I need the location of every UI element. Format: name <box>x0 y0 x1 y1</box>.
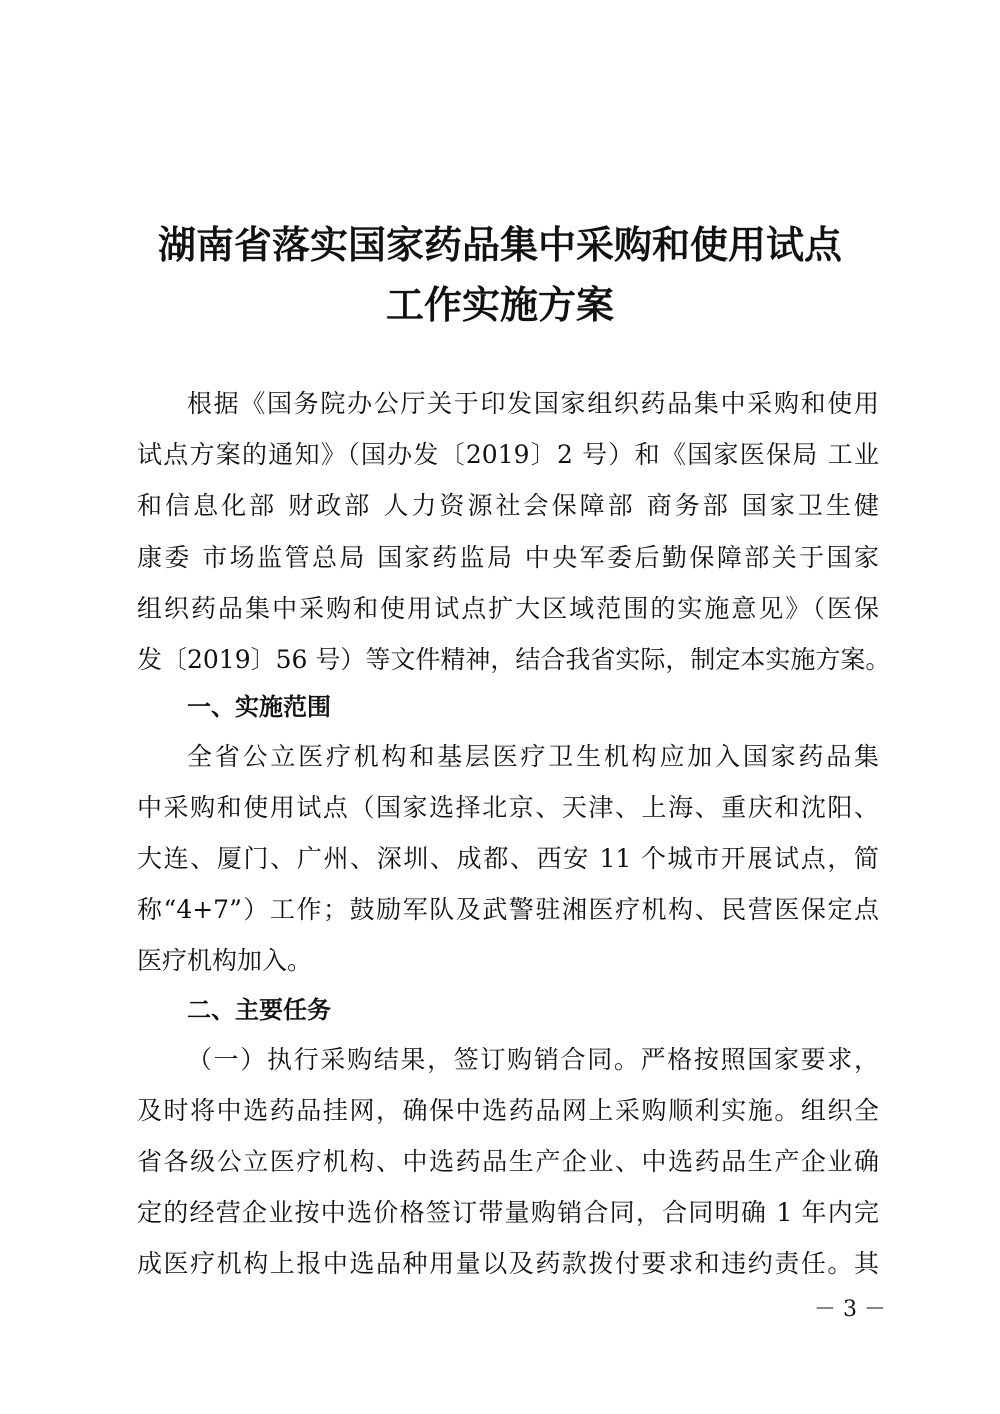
section1-line-4: 称“4+7”）工作；鼓励军队及武警驻湘医疗机构、民营医保定点 <box>137 895 879 924</box>
section1-line-2: 中采购和使用试点（国家选择北京、天津、上海、重庆和沈阳、 <box>137 793 879 822</box>
intro-line-5: 组织药品集中采购和使用试点扩大区域范围的实施意见》（医保 <box>137 594 879 623</box>
section1-line-5: 医疗机构加入。 <box>137 946 313 975</box>
section2-line-1: （一）执行采购结果，签订购销合同。严格按照国家要求， <box>187 1045 879 1074</box>
section2-line-3: 省各级公立医疗机构、中选药品生产企业、中选药品生产企业确 <box>137 1147 879 1176</box>
section-heading-2: 二、主要任务 <box>187 996 331 1024</box>
intro-line-6: 发〔2019〕56 号）等文件精神，结合我省实际，制定本实施方案。 <box>137 645 891 674</box>
section2-line-5: 成医疗机构上报中选品种用量以及药款拨付要求和违约责任。其 <box>137 1249 879 1278</box>
document-title-line-1: 湖南省落实国家药品集中采购和使用试点 <box>157 222 842 267</box>
section2-line-2: 及时将中选药品挂网，确保中选药品网上采购顺利实施。组织全 <box>137 1096 879 1125</box>
intro-line-4: 康委 市场监管总局 国家药监局 中央军委后勤保障部关于国家 <box>137 543 879 572</box>
section1-line-1: 全省公立医疗机构和基层医疗卫生机构应加入国家药品集 <box>187 742 879 771</box>
document-title-line-2: 工作实施方案 <box>385 282 614 327</box>
section1-line-3: 大连、厦门、广州、深圳、成都、西安 11 个城市开展试点，简 <box>137 844 879 873</box>
section-heading-1: 一、实施范围 <box>187 693 331 721</box>
intro-line-3: 和信息化部 财政部 人力资源社会保障部 商务部 国家卫生健 <box>137 491 879 520</box>
section2-line-4: 定的经营企业按中选价格签订带量购销合同，合同明确 1 年内完 <box>137 1198 879 1227</box>
intro-line-1: 根据《国务院办公厅关于印发国家组织药品集中采购和使用 <box>187 389 879 418</box>
intro-line-2: 试点方案的通知》（国办发〔2019〕2 号）和《国家医保局 工业 <box>137 440 879 469</box>
page-number: － 3 － <box>814 1297 886 1322</box>
